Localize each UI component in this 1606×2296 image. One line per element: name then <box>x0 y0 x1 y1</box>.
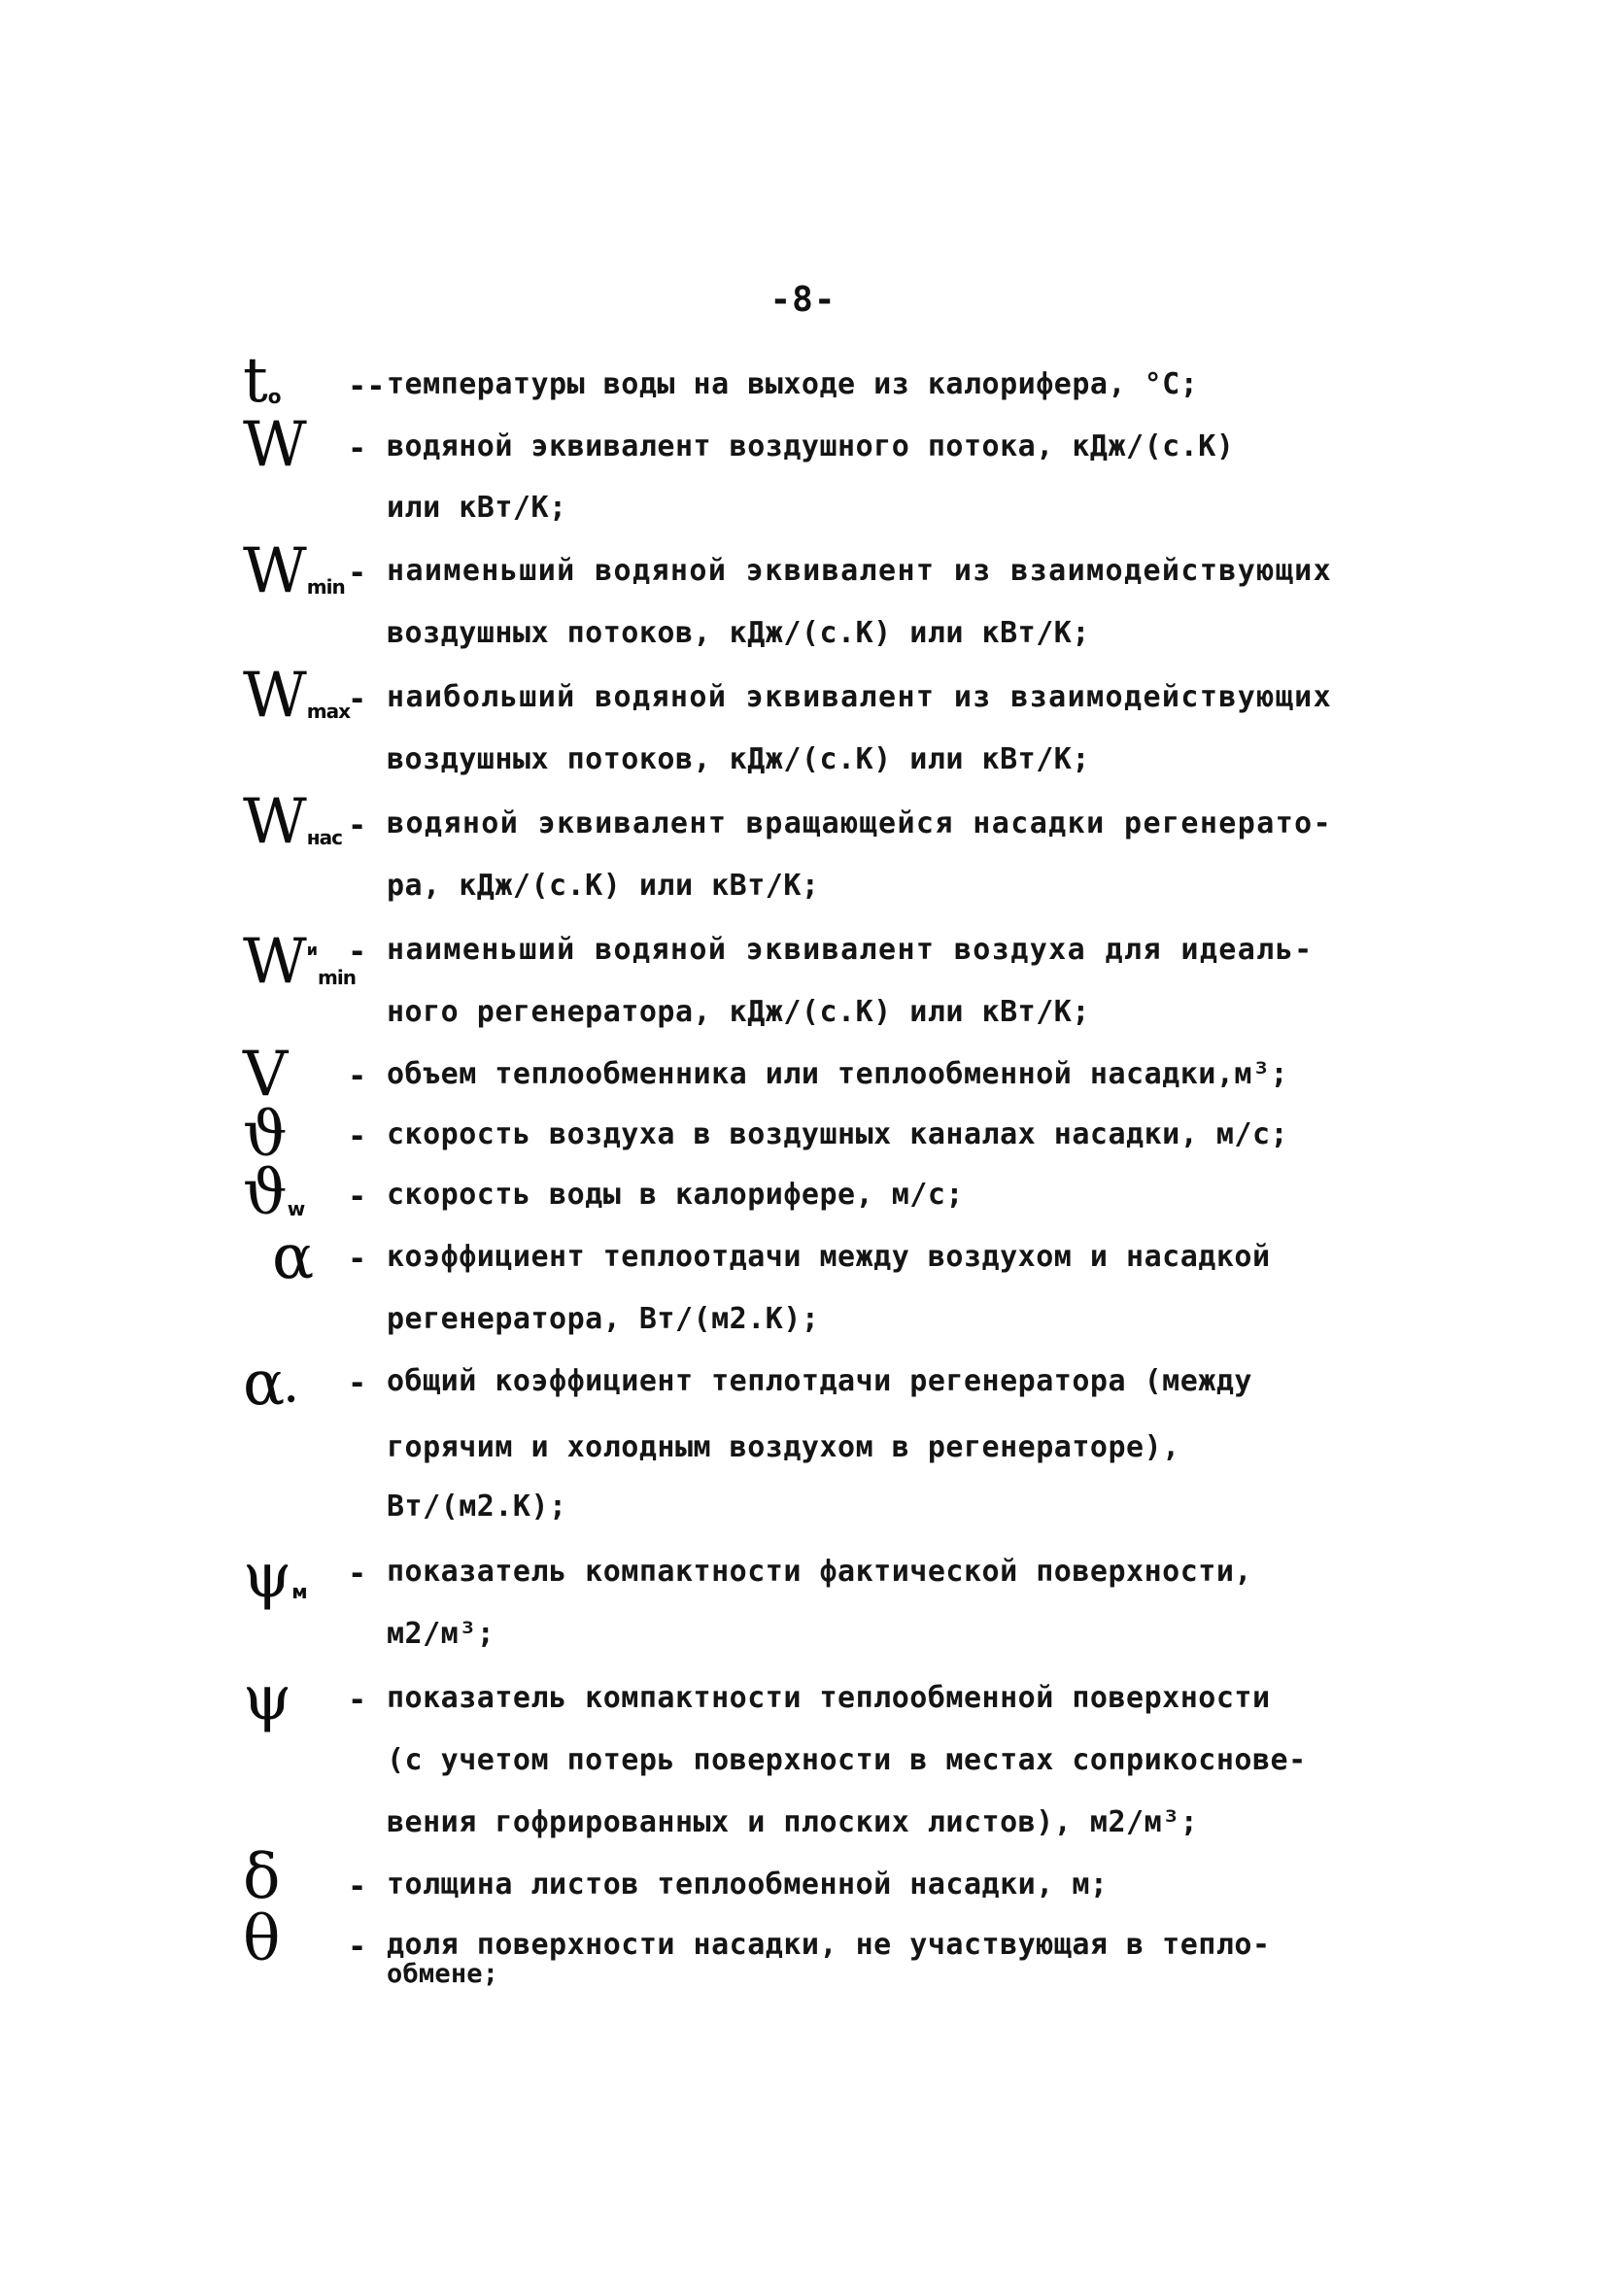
symbol-subscript: max <box>306 700 351 723</box>
definition-line: доля поверхности насадки, не участвующая в тепло- <box>387 1928 1271 1962</box>
definition-line: водяной эквивалент воздушного потока, кДж/(с.К) <box>387 429 1235 463</box>
definition-line: вения гофрированных и плоских листов), м2/м³; <box>387 1805 1199 1839</box>
symbol-base: W <box>243 409 307 481</box>
definition-dash: - <box>348 1364 367 1401</box>
definition-dash: - <box>348 680 367 717</box>
definition-dash: - <box>348 1240 367 1277</box>
definition-line: температуры воды на выходе из калорифера, °С; <box>387 367 1199 401</box>
symbol-subscript: o <box>267 385 281 408</box>
definition-dash: -- <box>348 367 386 404</box>
symbol-base: δ <box>243 1841 281 1913</box>
definition-line: ного регенератора, кДж/(с.К) или кВт/К; <box>387 995 1090 1029</box>
definition-line: м2/м³; <box>387 1617 495 1651</box>
definition-dash: - <box>348 1178 367 1215</box>
symbol-subscript: w <box>287 1197 305 1220</box>
symbol-w-min <box>243 535 345 618</box>
symbol-psi <box>243 1662 345 1734</box>
definition-dash: - <box>348 1117 367 1154</box>
symbol-w <box>243 409 345 481</box>
definition-line: обмене; <box>387 1959 499 1989</box>
symbol-alpha-overall <box>243 1348 345 1430</box>
page-number: -8- <box>769 280 837 320</box>
symbol-base: ϑ <box>243 1099 288 1171</box>
definition-line: толщина листов теплообменной насадки, м; <box>387 1868 1109 1902</box>
definition-dash: - <box>348 554 367 591</box>
symbol-superscript: и <box>306 941 318 959</box>
symbol-theta-fraction <box>243 1903 345 1975</box>
definition-dash: - <box>348 1681 367 1718</box>
definition-line: наибольший водяной эквивалент из взаимодействующих <box>387 680 1333 714</box>
definition-line: общий коэффициент теплотдачи регенератора (между <box>387 1364 1252 1398</box>
definition-dash: - <box>348 1868 367 1904</box>
definition-line: горячим и холодным воздухом в регенераторе), <box>387 1430 1180 1464</box>
symbol-psi-m <box>243 1540 345 1623</box>
definition-line: коэффициент теплоотдачи между воздухом и насадкой <box>387 1240 1271 1274</box>
symbol-base: ψ <box>243 1540 292 1612</box>
definition-line: Вт/(м2.К); <box>387 1490 567 1524</box>
definition-dash: - <box>348 806 367 843</box>
definition-line: ра, кДж/(с.К) или кВт/К; <box>387 869 820 903</box>
definition-line: воздушных потоков, кДж/(с.К) или кВт/К; <box>387 616 1090 650</box>
symbol-w-min-ideal <box>243 919 356 1009</box>
definition-dash: - <box>348 429 367 466</box>
symbol-w-max <box>243 660 351 742</box>
symbol-base: V <box>243 1039 289 1111</box>
symbol-base: ϑ <box>243 1157 288 1229</box>
symbol-subscript: нас <box>306 826 342 849</box>
definition-dash: - <box>348 1555 367 1592</box>
symbol-base: ψ <box>243 1662 292 1734</box>
definition-line: скорость воды в калорифере, м/с; <box>387 1178 964 1212</box>
definition-line: объем теплообменника или теплообменной насадки,м³; <box>387 1057 1289 1091</box>
definition-line: показатель компактности фактической поверхности, <box>387 1555 1252 1589</box>
symbol-base: t <box>243 345 268 417</box>
definition-line: воздушных потоков, кДж/(с.К) или кВт/К; <box>387 742 1090 776</box>
symbol-base: W <box>243 535 307 607</box>
definition-dash: - <box>348 933 367 970</box>
definition-line: водяной эквивалент вращающейся насадки регенерато- <box>387 806 1333 840</box>
definition-line: регенератора, Вт/(м2.К); <box>387 1302 820 1336</box>
definition-line: (с учетом потерь поверхности в местах соприкоснове- <box>387 1743 1307 1777</box>
definition-line: или кВт/К; <box>387 491 567 525</box>
definition-dash: - <box>348 1057 367 1094</box>
symbol-subscript: min <box>318 966 356 989</box>
symbol-subscript: min <box>306 575 345 599</box>
symbol-delta <box>243 1841 345 1913</box>
symbol-base: α <box>243 1348 286 1420</box>
symbol-base: W <box>243 926 307 998</box>
definition-line: показатель компактности теплообменной поверхности <box>387 1681 1271 1715</box>
definition-line: наименьший водяной эквивалент из взаимодействующих <box>387 554 1333 588</box>
symbol-base: W <box>243 786 307 858</box>
symbol-subscript: м <box>291 1580 307 1603</box>
symbol-base: θ <box>243 1903 281 1975</box>
symbol-subscript: • <box>285 1388 297 1411</box>
definition-dash: - <box>348 1928 367 1965</box>
definition-line: скорость воздуха в воздушных каналах насадки, м/с; <box>387 1117 1289 1151</box>
definition-line: наименьший водяной эквивалент воздуха для идеаль- <box>387 933 1314 967</box>
symbol-w-packing <box>243 786 345 869</box>
symbol-base: W <box>243 660 307 732</box>
symbol-base: α <box>272 1221 315 1293</box>
symbol-v <box>243 1039 345 1111</box>
